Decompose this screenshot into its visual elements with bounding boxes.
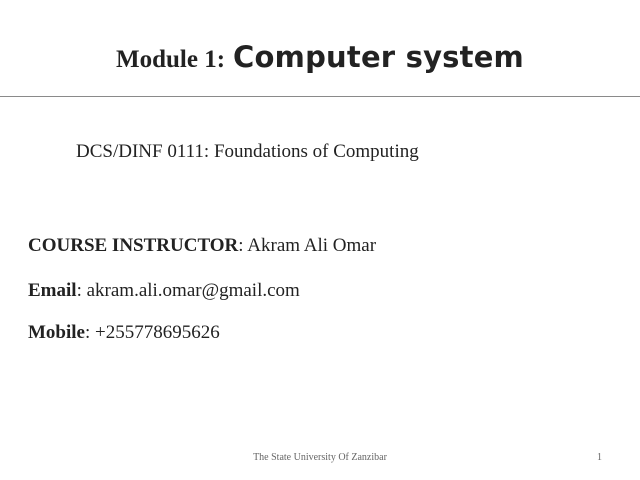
mobile-value: +255778695626 bbox=[95, 322, 220, 343]
mobile-label: Mobile bbox=[28, 322, 85, 343]
title-main-text: Computer system bbox=[233, 40, 524, 74]
slide-page-number: 1 bbox=[597, 452, 602, 463]
course-code-subtitle: DCS/DINF 0111: Foundations of Computing bbox=[76, 141, 419, 162]
slide-title bbox=[0, 40, 640, 84]
instructor-line bbox=[28, 235, 376, 257]
instructor-separator: : bbox=[238, 235, 248, 256]
title-divider bbox=[0, 96, 640, 97]
instructor-label: COURSE INSTRUCTOR bbox=[28, 235, 239, 256]
email-label: Email bbox=[28, 280, 77, 301]
email-value: akram.ali.omar@gmail.com bbox=[86, 280, 300, 301]
title-module-prefix: Module 1: bbox=[116, 46, 226, 73]
instructor-value: Akram Ali Omar bbox=[247, 235, 377, 256]
email-separator: : bbox=[76, 280, 87, 301]
mobile-separator: : bbox=[85, 322, 96, 343]
email-line bbox=[28, 280, 300, 302]
footer-organization: The State University Of Zanzibar bbox=[253, 452, 387, 463]
mobile-line bbox=[28, 322, 220, 344]
